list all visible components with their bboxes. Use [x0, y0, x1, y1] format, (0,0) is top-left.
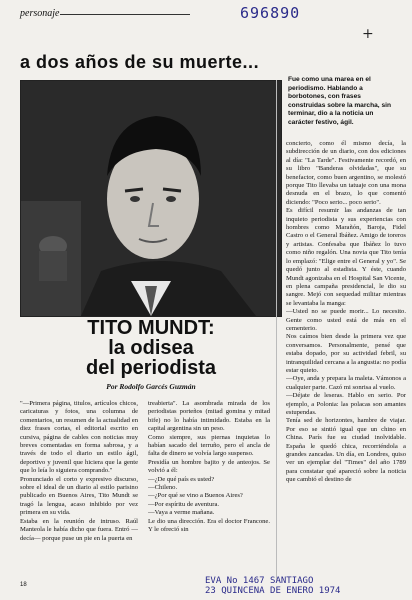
archive-number-handwritten: 696890	[240, 4, 301, 22]
page-number: 18	[20, 582, 27, 588]
title-line-1: TITO MUNDT:	[87, 317, 215, 339]
column-divider	[276, 80, 277, 580]
headline: a dos años de su muerte...	[20, 52, 260, 72]
source-note-line-1: EVA No 1467 SANTIAGO	[205, 576, 314, 586]
body-column-1: "—Primera página, titulos, artículos chicos, caricaturas y fotos, una columna de comentarios, un resumen de la actualidad en diez frases cortas, el editorial escrito en cursiva, página de cables con noticias muy breves comentadas en forma sabrosa, y a través de todo el diario un estilo ágil, deportivo y juvenil que hiciera que la gente que lo leía lo siguiera comprando." Pronunciado el corto y expresivo discurso, sobre el ideal de un diario al estilo parisino publicado en Buenos Aires, Tito Mundt se tragó la lengua, acaso inhibido por vez primera en su vida. Estaba en la reunión de intruso. Raúl Manteola le había dicho que fuera. Entró —decía— porque puse un pie en la puerta en	[20, 400, 138, 542]
cross-mark: +	[362, 26, 374, 42]
title-line-2: la odisea	[108, 337, 194, 359]
source-note-line-2: 23 QUINCENA DE ENERO 1974	[205, 586, 341, 596]
portrait-photo	[20, 80, 282, 317]
article-title	[26, 318, 276, 378]
section-rule	[60, 14, 190, 15]
handwritten-source-note	[205, 576, 405, 596]
byline: Por Rodolfo Garcés Guzmán	[106, 382, 196, 391]
section-label: personaje	[20, 8, 60, 19]
body-column-3: concierto, como él mismo decía, la subdirección de un diario, con dos ediciones al día: "La Tarde". Festivamente recordó, en su libro "Banderas olvidadas", que su benefactor, como buen argentino, se molestó porque Tito llevaba un tatuaje con una mona desnuda en el brazo, lo que comentó diciendo: "Poco serio... poco serio". Es difícil resumir las andanzas de tan inquieto periodista y sus experiencias con hombres como Marañón, Baroja, Fidel Castro o el General Ibáñez. Amigo de toreros y artistas. Confesaba que Ibáñez lo tuvo como niño regalón. Una novia que Tito tenía lo emplazó: "Elige entre el General y yo". Se quedó junto al estadista. Y éste, cuando Mundt agonizaba en el Hospital San Vicente, en plena campaña presidencial, le dio su sangre. Mejó con sequedad militar mientras se levantaba la manga: —Usted no se puede morir... Lo necesito. Gente como usted está de más en el cementerio. Nos caímos bien desde la primera vez que conversamos. Personalmente, pensé que estaba dopado, por su actividad febril, su intranquilidad cercana a la angustia: no podía estar quieto. —Oye, anda y prepara la maleta. Vámonos a cualquier parte. Cazó mi sonrisa al vuelo. —Déjate de leseras. Hablo en serio. Por ejemplo, a Polonia: las polacas son amantes estupendas. Tenía sed de horizontes, hambre de viajar. Por eso se sintió igual que un chino en China. París fue su ciudad inolvidable. España le quedó chica, recorriéndola a grandes zancadas. Un día, en Londres, quiso ver un ejemplar del "Times" del año 1789 para constatar qué apareció sobre la noticia que cambió el destino de	[286, 140, 406, 484]
portrait-illustration	[21, 81, 281, 316]
body-column-2: treabierta". La asombrada mirada de los periodistas porteños (mitad gomina y mitad bife) no lo había intimidado. Estaba en la capital argentina sin un peso. Como siempre, sus piernas inquietas lo habían sacado del terruño, pero el ancla de falta de dinero se volvía largo suspenso. Presidía un hombre bajito y de anteojos. Se volvió a él: —¿De qué país es usted? —Chileno. —¿Por qué se vino a Buenos Aires? —Por espíritu de aventura. —Vaya a verme mañana. Le dio una dirección. Era el doctor Francone. Y le ofreció sin	[148, 400, 270, 534]
title-line-3: del periodista	[85, 357, 217, 379]
intro-paragraph: Fue como una marea en el periodismo. Hablando a borbotones, con frases construidas sobre la marcha, sin terminar, dio a la noticia un carácter festivo, ágil.	[288, 76, 391, 126]
